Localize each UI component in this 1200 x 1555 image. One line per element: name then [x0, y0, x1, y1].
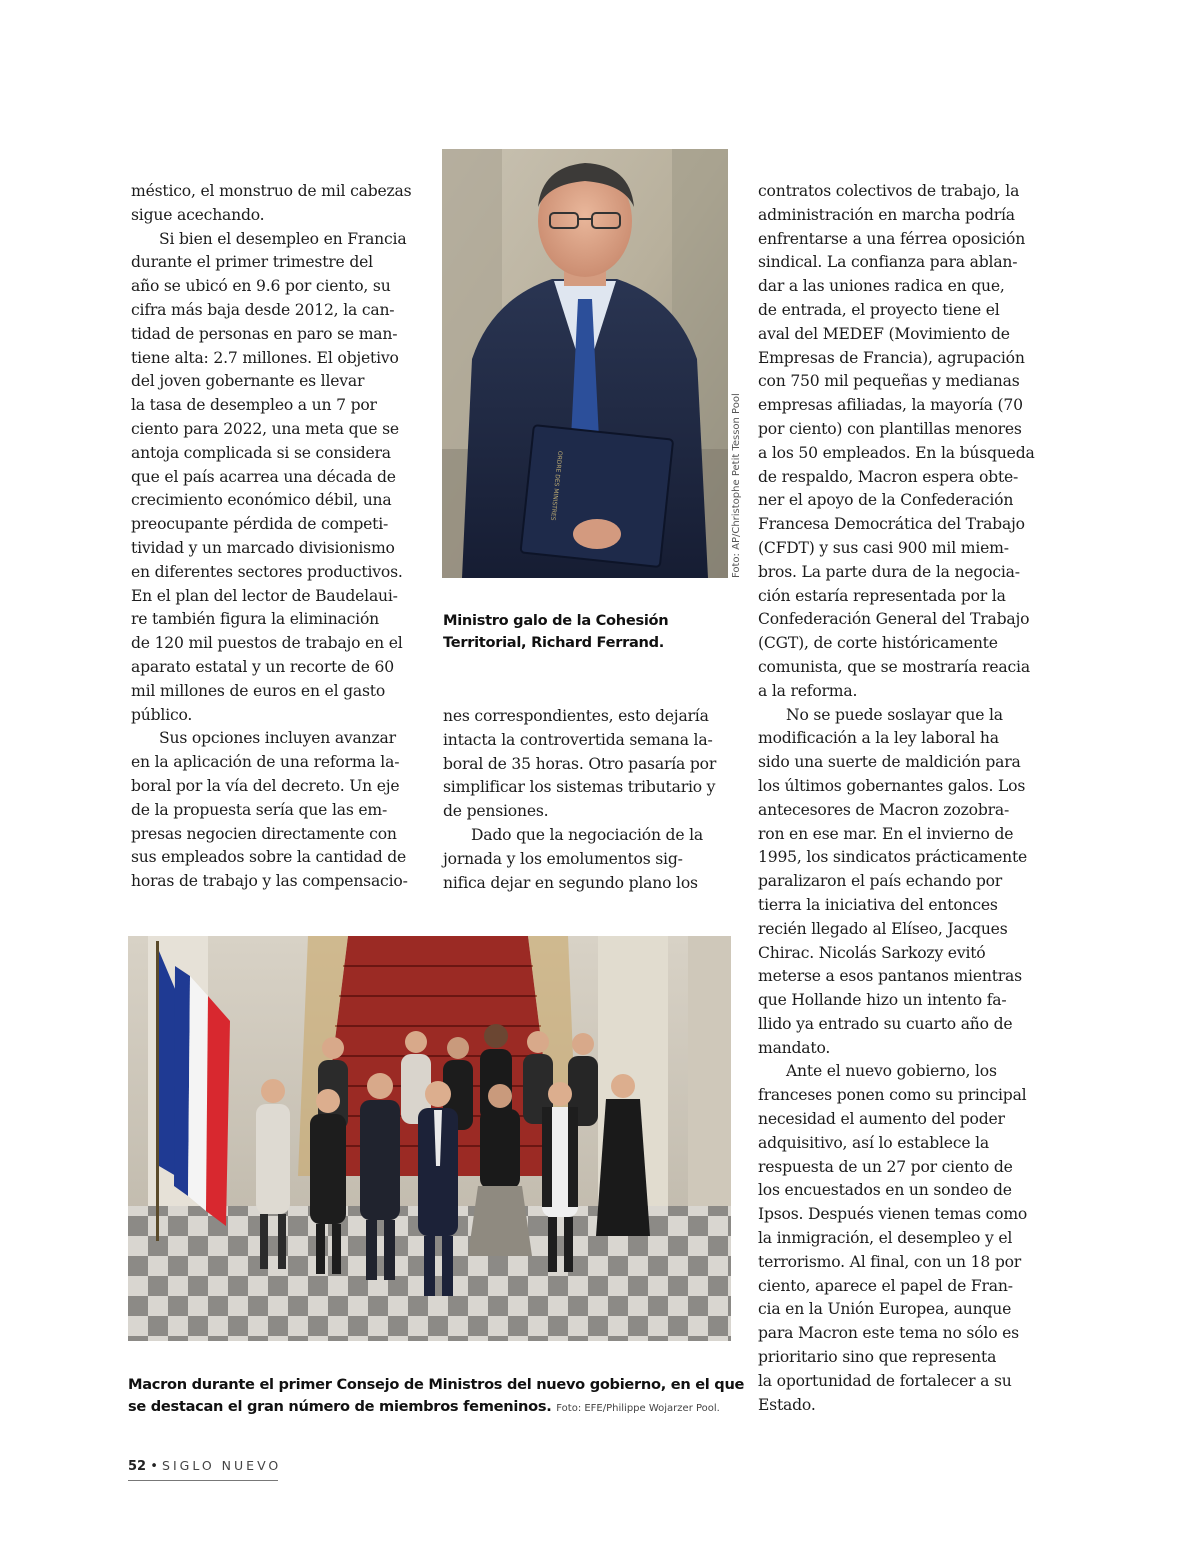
text-line: la tasa de desempleo a un 7 por: [131, 396, 377, 415]
text-line: nes correspondientes, esto dejaría: [443, 707, 709, 725]
text-line: comunista, que se mostraría reacia: [758, 657, 1030, 676]
text-line: Chirac. Nicolás Sarkozy evitó: [758, 943, 986, 962]
text-line: Ante el nuevo gobierno, los: [786, 1062, 997, 1081]
caption-line: Territorial, Richard Ferrand.: [443, 634, 665, 651]
photo-caption-council: [128, 1374, 748, 1420]
text-line: tierra la iniciativa del entonces: [758, 895, 998, 914]
text-line: Si bien el desempleo en Francia: [159, 229, 407, 248]
photo-richard-ferrand: [442, 149, 728, 578]
text-line: presas negocien directamente con: [131, 824, 397, 843]
text-line: de respaldo, Macron espera obte-: [758, 467, 1019, 486]
text-line: llido ya entrado su cuarto año de: [758, 1014, 1013, 1033]
text-line: aval del MEDEF (Movimiento de: [758, 324, 1010, 343]
text-line: con 750 mil pequeñas y medianas: [758, 372, 1020, 391]
text-line: Sus opciones incluyen avanzar: [159, 729, 396, 748]
photo-council-illustration: [128, 936, 731, 1341]
text-line: tividad y un marcado divisionismo: [131, 538, 395, 557]
text-line: boral por la vía del decreto. Un eje: [131, 776, 400, 795]
text-line: crecimiento económico débil, una: [131, 491, 392, 510]
text-line: preocupante pérdida de competi-: [131, 515, 389, 534]
text-line: antecesores de Macron zozobra-: [758, 800, 1010, 819]
text-line: cifra más baja desde 2012, la can-: [131, 300, 395, 319]
photo-credit-ferrand: Foto: AP/Christophe Petit Tesson Pool: [731, 393, 742, 578]
text-line: re también figura la eliminación: [131, 610, 379, 629]
text-line: para Macron este tema no sólo es: [758, 1324, 1019, 1343]
caption-text: se destacan el gran número de miembros femeninos.: [128, 1398, 552, 1415]
text-line: En el plan del lector de Baudelaui-: [131, 586, 398, 605]
text-line: sido una suerte de maldición para: [758, 753, 1021, 772]
text-line: ron en ese mar. En el invierno de: [758, 824, 1014, 843]
text-line: modificación a la ley laboral ha: [758, 729, 999, 748]
text-line: 1995, los sindicatos prácticamente: [758, 848, 1028, 867]
text-line: empresas afiliadas, la mayoría (70: [758, 396, 1023, 415]
text-line: administración en marcha podría: [758, 205, 1015, 224]
text-line: intacta la controvertida semana la-: [443, 730, 713, 749]
text-line: que el país acarrea una década de: [131, 467, 396, 486]
photo-credit-council: Foto: EFE/Philippe Wojarzer Pool.: [556, 1403, 720, 1414]
text-line: la oportunidad de fortalecer a su: [758, 1371, 1012, 1390]
text-line: Ipsos. Después vienen temas como: [758, 1205, 1028, 1224]
page-footer: [128, 1458, 282, 1481]
text-line: respuesta de un 27 por ciento de: [758, 1157, 1013, 1176]
text-line: de pensiones.: [443, 802, 549, 821]
text-line: que Hollande hizo un intento fa-: [758, 991, 1007, 1010]
text-line: Estado.: [758, 1395, 816, 1414]
text-line: Confederación General del Trabajo: [758, 610, 1030, 629]
text-line: ciento, aparece el papel de Fran-: [758, 1276, 1013, 1295]
page-number: 52: [128, 1459, 147, 1474]
text-line: en la aplicación de una reforma la-: [131, 753, 400, 772]
text-line: No se puede soslayar que la: [786, 705, 1003, 724]
text-line: boral de 35 horas. Otro pasaría por: [443, 754, 717, 773]
text-line: prioritario sino que representa: [758, 1348, 997, 1367]
text-line: del joven gobernante es llevar: [131, 372, 365, 391]
text-line: los últimos gobernantes galos. Los: [758, 776, 1026, 795]
text-line: franceses ponen como su principal: [758, 1086, 1027, 1105]
text-line: meterse a esos pantanos mientras: [758, 967, 1022, 986]
text-line: terrorismo. Al final, con un 18 por: [758, 1252, 1022, 1271]
text-line: Empresas de Francia), agrupación: [758, 348, 1025, 367]
text-column-middle: [443, 705, 733, 895]
magazine-name: SIGLO NUEVO: [162, 1458, 282, 1473]
text-line: a los 50 empleados. En la búsqueda: [758, 443, 1035, 462]
caption-line: Ministro galo de la Cohesión: [443, 612, 669, 629]
text-line: año se ubicó en 9.6 por ciento, su: [131, 277, 391, 296]
text-line: Francesa Democrática del Trabajo: [758, 515, 1025, 534]
text-line: los encuestados en un sondeo de: [758, 1181, 1012, 1200]
text-line: méstico, el monstruo de mil cabezas: [131, 182, 412, 200]
text-line: sigue acechando.: [131, 205, 265, 224]
text-line: sindical. La confianza para ablan-: [758, 253, 1018, 272]
text-line: sus empleados sobre la cantidad de: [131, 848, 407, 867]
text-column-right: [758, 180, 1048, 1417]
text-line: antoja complicada si se considera: [131, 443, 391, 462]
text-line: enfrentarse a una férrea oposición: [758, 229, 1026, 248]
text-line: simplificar los sistemas tributario y: [443, 778, 716, 797]
photo-caption-ferrand: [443, 610, 743, 654]
text-line: mil millones de euros en el gasto: [131, 681, 386, 700]
text-line: bros. La parte dura de la negocia-: [758, 562, 1020, 581]
text-line: de la propuesta sería que las em-: [131, 800, 388, 819]
photo-ferrand-illustration: [442, 149, 728, 578]
text-line: ción estaría representada por la: [758, 586, 1006, 605]
text-line: contratos colectivos de trabajo, la: [758, 182, 1020, 200]
text-line: la inmigración, el desempleo y el: [758, 1229, 1013, 1248]
text-line: mandato.: [758, 1038, 831, 1057]
text-line: cia en la Unión Europea, aunque: [758, 1300, 1012, 1319]
text-line: (CFDT) y sus casi 900 mil miem-: [758, 538, 1009, 557]
text-line: paralizaron el país echando por: [758, 872, 1003, 891]
caption-line-with-credit: [128, 1396, 748, 1420]
text-line: a la reforma.: [758, 681, 858, 700]
text-line: tidad de personas en paro se man-: [131, 324, 398, 343]
caption-line: Macron durante el primer Consejo de Ministros del nuevo gobierno, en el que: [128, 1376, 745, 1393]
text-line: de 120 mil puestos de trabajo en el: [131, 634, 403, 653]
text-line: Dado que la negociación de la: [471, 825, 703, 844]
photo-council-of-ministers: [128, 936, 731, 1341]
text-line: jornada y los emolumentos sig-: [443, 849, 683, 868]
text-line: nifica dejar en segundo plano los: [443, 873, 698, 892]
text-line: por ciento) con plantillas menores: [758, 419, 1022, 438]
text-line: dar a las uniones radica en que,: [758, 277, 1005, 296]
text-line: durante el primer trimestre del: [131, 253, 373, 272]
text-line: necesidad el aumento del poder: [758, 1110, 1005, 1129]
folder-label: ORDRE DES MINISTRES: [549, 450, 564, 521]
text-line: público.: [131, 705, 193, 724]
text-line: recién llegado al Elíseo, Jacques: [758, 919, 1008, 938]
text-line: de entrada, el proyecto tiene el: [758, 300, 1000, 319]
text-line: en diferentes sectores productivos.: [131, 562, 403, 581]
text-line: tiene alta: 2.7 millones. El objetivo: [131, 348, 399, 367]
text-line: ner el apoyo de la Confederación: [758, 491, 1014, 510]
text-line: ciento para 2022, una meta que se: [131, 419, 399, 438]
text-line: aparato estatal y un recorte de 60: [131, 657, 394, 676]
text-column-left: [131, 180, 421, 894]
text-line: adquisitivo, así lo establece la: [758, 1133, 990, 1152]
text-line: (CGT), de corte históricamente: [758, 634, 998, 653]
footer-separator: •: [150, 1459, 158, 1474]
text-line: horas de trabajo y las compensacio-: [131, 872, 408, 891]
